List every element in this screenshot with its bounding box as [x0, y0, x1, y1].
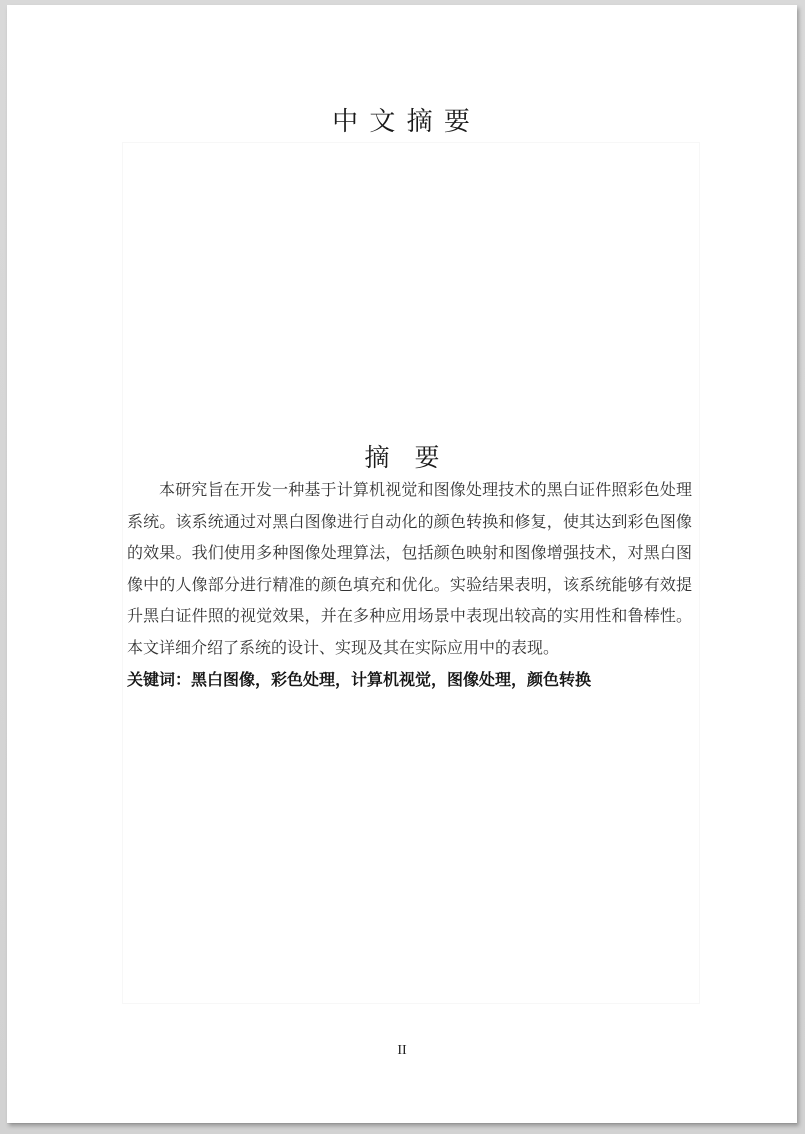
abstract-heading: 摘 要	[364, 444, 440, 472]
chapter-title: 中 文 摘 要	[332, 106, 472, 136]
keywords-line	[127, 665, 692, 697]
keywords-label: 关键词：	[127, 671, 192, 689]
page-number: II	[397, 1043, 407, 1058]
abstract-content	[127, 475, 692, 696]
keywords-text: 黑白图像，彩色处理，计算机视觉，图像处理，颜色转换	[191, 671, 592, 689]
abstract-paragraph: 本研究旨在开发一种基于计算机视觉和图像处理技术的黑白证件照彩色处理系统。该系统通过对黑白图像进行自动化的颜色转换和修复，使其达到彩色图像的效果。我们使用多种图像处理算法，包括颜色映射和图像增强技术，对黑白图像中的人像部分进行精准的颜色填充和优化。实验结果表明，该系统能够有效提升黑白证件照的视觉效果，并在多种应用场景中表现出较高的实用性和鲁棒性。本文详细介绍了系统的设计、实现及其在实际应用中的表现。	[127, 482, 692, 657]
document-page	[7, 5, 797, 1123]
